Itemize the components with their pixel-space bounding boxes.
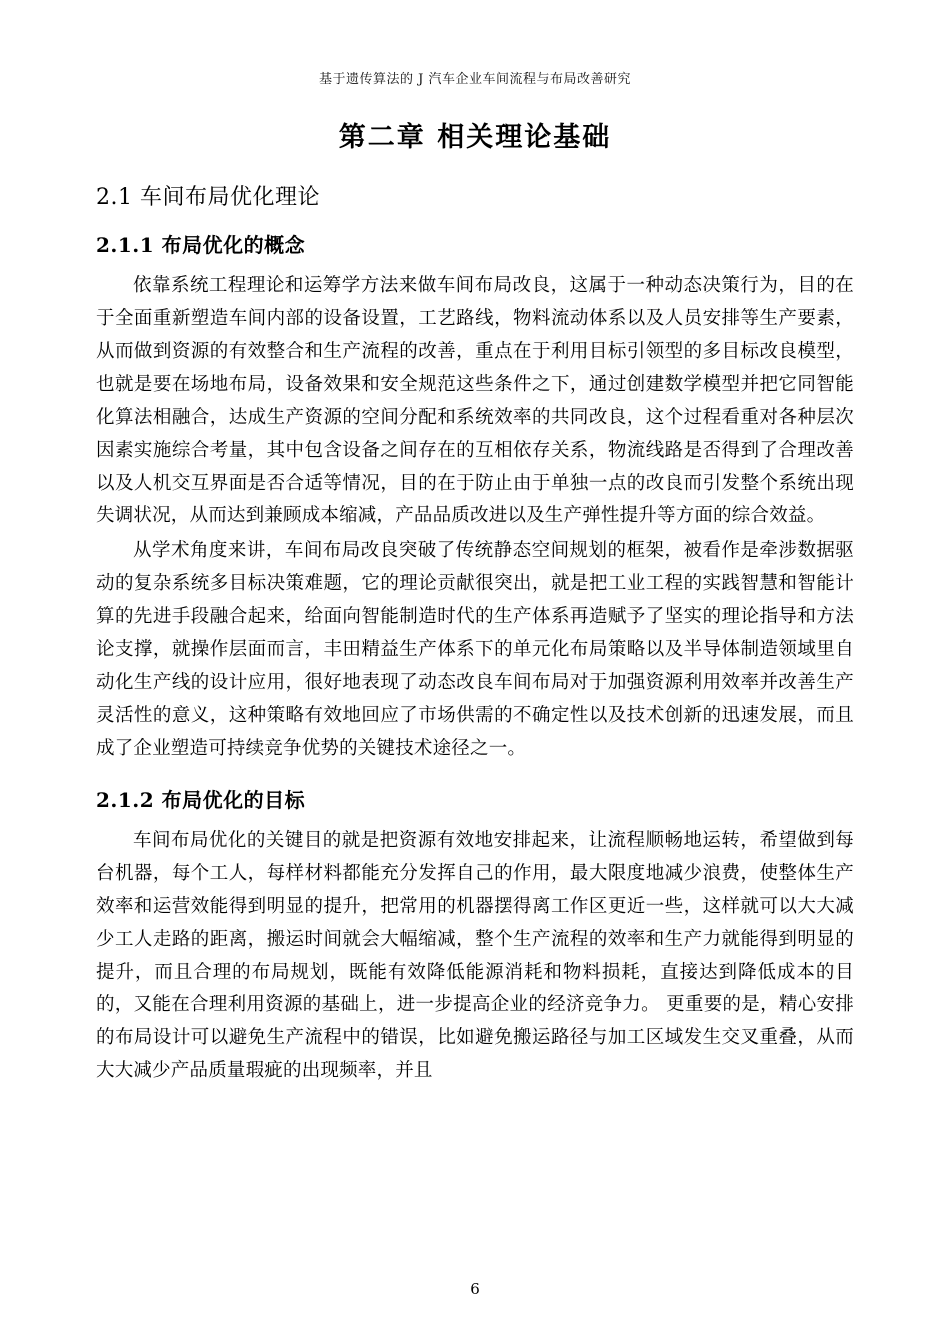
section-heading-2-1-2: 2.1.2 布局优化的目标 — [96, 787, 306, 812]
section-heading-2-1-1: 2.1.1 布局优化的概念 — [96, 233, 306, 257]
page-number: 6 — [470, 1280, 480, 1298]
paragraph: 车间布局优化的关键目的就是把资源有效地安排起来，让流程顺畅地运转，希望做到每台机器，每个工人，每样材料都能充分发挥自己的作用，最大限度地减少浪费，使整体生产效率和运营效能得到明显的提升，把常用的机器摆得离工作区更近一些，这样就可以大大减少工人走路的距离，搬运时间就会大幅缩减，整个生产流程的效率和生产力就能得到明显的提升，而且合理的布局规划，既能有效降低能源消耗和物料损耗，直接达到降低成本的目的，又能在合理利用资源的基础上，进一步提高企业的经济竞争力。 更重要的是，精心安排的布局设计可以避免生产流程中的错误，比如避免搬运路径与加工区域发生交叉重叠，从而大大减少产品质量瑕疵的出现频率，并且 — [96, 829, 854, 1082]
section-heading-2-1: 2.1 车间布局优化理论 — [96, 185, 320, 210]
running-head: 基于遗传算法的 J 汽车企业车间流程与布局改善研究 — [319, 72, 631, 87]
paragraph: 依靠系统工程理论和运筹学方法来做车间布局改良，这属于一种动态决策行为，目的在于全面重新塑造车间内部的设备设置，工艺路线，物料流动体系以及人员安排等生产要素，从而做到资源的有效整合和生产流程的改善，重点在于利用目标引领型的多目标改良模型，也就是要在场地布局，设备效果和安全规范这些条件之下，通过创建数学模型并把它同智能化算法相融合，达成生产资源的空间分配和系统效率的共同改良，这个过程看重对各种层次因素实施综合考量，其中包含设备之间存在的互相依存关系，物流线路是否得到了合理改善以及人机交互界面是否合适等情况，目的在于防止由于单独一点的改良而引发整个系统出现失调状况，从而达到兼顾成本缩减，产品品质改进以及生产弹性提升等方面的综合效益。 — [96, 275, 854, 527]
chapter-title: 第二章 相关理论基础 — [338, 122, 612, 153]
paragraph: 从学术角度来讲，车间布局改良突破了传统静态空间规划的框架，被看作是牵涉数据驱动的复杂系统多目标决策难题，它的理论贡献很突出，就是把工业工程的实践智慧和智能计算的先进手段融合起来，给面向智能制造时代的生产体系再造赋予了坚实的理论指导和方法论支撑，就操作层面而言，丰田精益生产体系下的单元化布局策略以及半导体制造领域里自动化生产线的设计应用，很好地表现了动态改良车间布局对于加强资源利用效率并改善生产灵活性的意义，这种策略有效地回应了市场供需的不确定性以及技术创新的迅速发展，而且成了企业塑造可持续竞争优势的关键技术途径之一。 — [96, 540, 854, 759]
